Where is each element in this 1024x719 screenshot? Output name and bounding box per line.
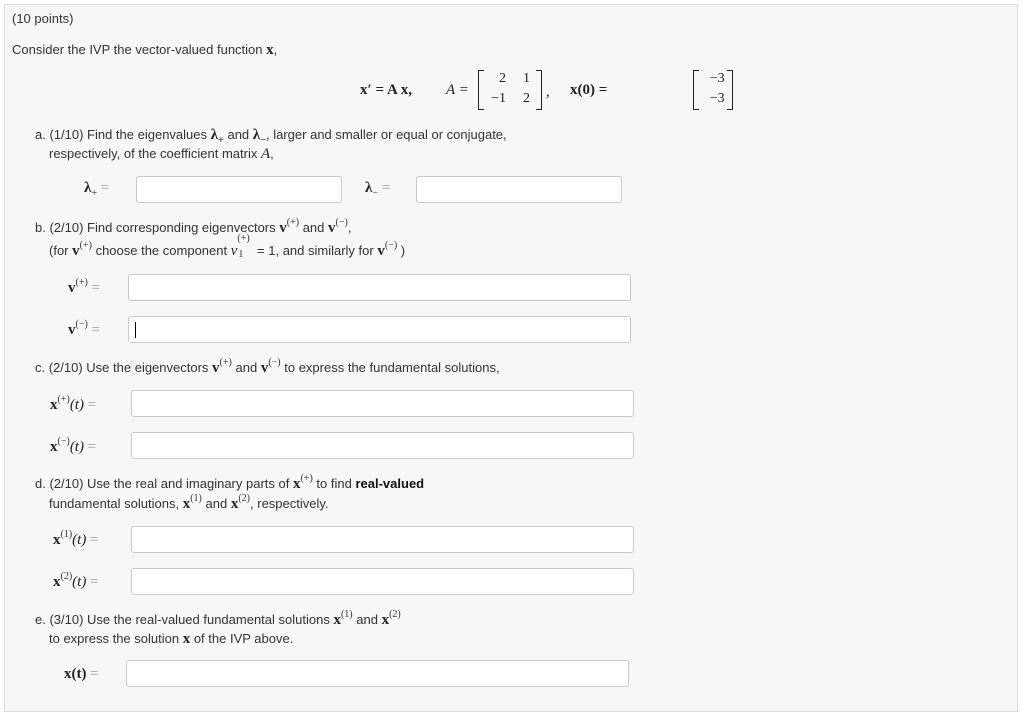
question-card — [4, 4, 1018, 712]
x0-cell: −3 — [709, 91, 725, 106]
matrix-a-cell: 1 — [523, 71, 530, 86]
part-c-line1: c. (2/10) Use the eigenvectors v(+) and v(−) to express the fundamental solutions, — [35, 357, 500, 376]
x1-input[interactable] — [131, 526, 634, 553]
x-minus-label: x(−)(t) = — [50, 436, 97, 455]
xt-input[interactable] — [126, 660, 629, 687]
intro-text: Consider the IVP the vector-valued function x, — [12, 42, 278, 58]
x2-label: $x^{(2)}(t)$ = — [53, 571, 99, 590]
matrix-a — [478, 70, 542, 110]
v-minus-label: v(−) = — [68, 319, 100, 338]
ivp-lhs: x′ = A x, — [360, 82, 412, 98]
part-e-line1: e. (3/10) Use the real-valued fundamental solutions $x^{(1)}$ and $x^{(2)}$ — [35, 609, 401, 628]
part-b-line2: (for v(+) choose the component v (+) 1 = 1, and similarly for v(−) ) — [49, 233, 406, 260]
x-plus-input[interactable] — [131, 390, 634, 417]
x-plus-label: x(+)(t) = — [50, 394, 97, 413]
v-plus-label: v(+) = — [68, 277, 100, 296]
lambda-plus-label: $\lambda_+$ = — [84, 180, 110, 199]
v-minus-input[interactable] — [128, 316, 631, 343]
part-d-line1: d. (2/10) Use the real and imaginary parts of x(+) to find real-valued — [35, 473, 425, 492]
x1-label: $x^{(1)}(t)$ = — [53, 529, 99, 548]
part-b-line1: b. (2/10) Find corresponding eigenvectors v(+) and v(−), — [35, 217, 352, 236]
x0-label: x(0) = — [570, 82, 608, 98]
text-caret — [135, 322, 136, 338]
part-a-line1: a. (1/10) Find the eigenvalues $\lambda_+$ and $\lambda_-$, larger and smaller or equal or conjugate, — [35, 127, 507, 146]
part-e-line2: to express the solution x of the IVP above. — [49, 631, 294, 647]
x0-vector — [693, 70, 733, 110]
x2-input[interactable] — [131, 568, 634, 595]
matrix-a-label: A = — [446, 82, 469, 98]
lambda-minus-label: $\lambda_-$ = — [365, 180, 391, 199]
part-a-line2: respectively, of the coefficient matrix A, — [49, 146, 274, 162]
x-minus-input[interactable] — [131, 432, 634, 459]
part-d-line2: fundamental solutions, $x^{(1)}$ and $x^{(2)}$, respectively. — [49, 493, 329, 512]
matrix-a-cell: −1 — [491, 91, 506, 106]
x0-cell: −3 — [709, 71, 725, 86]
lambda-minus-input[interactable] — [416, 176, 622, 203]
lambda-plus-input[interactable] — [136, 176, 342, 203]
v-plus-input[interactable] — [128, 274, 631, 301]
matrix-a-cell: 2 — [523, 91, 530, 106]
matrix-a-cell: 2 — [499, 71, 506, 86]
points-label: (10 points) — [12, 11, 74, 26]
xt-label: x(t) = — [64, 666, 99, 682]
